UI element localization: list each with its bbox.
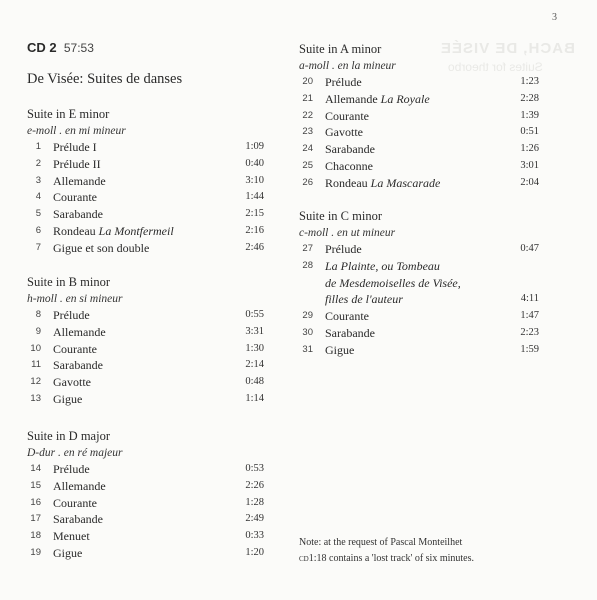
- track-row: [299, 158, 539, 175]
- track-duration: 2:23: [520, 326, 539, 338]
- track-title-text: Rondeau: [53, 223, 96, 238]
- suite-subtitle: a-moll . en la mineur: [299, 60, 396, 72]
- track-title-line: [325, 291, 403, 308]
- track-title-line: [325, 258, 440, 275]
- track-duration: 0:51: [520, 126, 539, 138]
- track-title: [53, 374, 91, 391]
- track-number: 24: [302, 143, 313, 155]
- track-number: 23: [302, 126, 313, 138]
- track-duration: 2:49: [245, 513, 264, 525]
- track-duration: 3:10: [245, 174, 264, 186]
- track-number: 20: [302, 76, 313, 87]
- track-duration: 2:04: [520, 176, 539, 188]
- track-row: [27, 461, 264, 478]
- track-duration: 1:09: [245, 141, 264, 152]
- track-number: 28: [302, 259, 313, 271]
- track-title-italic: La Plainte, ou Tombeau: [325, 258, 440, 273]
- track-row: [299, 108, 539, 125]
- track-duration: 0:40: [245, 157, 264, 169]
- track-title: [325, 241, 362, 258]
- track-title-text: Prélude: [325, 75, 362, 89]
- track-title: [325, 141, 375, 158]
- track-row: [299, 175, 539, 192]
- track-row: [27, 495, 264, 512]
- track-row: [27, 511, 264, 528]
- track-title-italic: de Mesdemoiselles de Visée,: [325, 275, 461, 290]
- track-row: [27, 206, 264, 223]
- track-title-text: Sarabande: [53, 358, 103, 373]
- track-number: 8: [35, 309, 41, 320]
- track-duration: 2:16: [245, 224, 264, 236]
- track-duration: 2:26: [245, 479, 264, 491]
- track-title-italic: La Mascarade: [370, 175, 441, 190]
- track-title: [325, 175, 440, 192]
- track-row: [27, 156, 264, 173]
- track-duration: 1:59: [520, 343, 539, 355]
- track-title-text: Menuet: [53, 529, 90, 544]
- footnote-line-2: [299, 551, 474, 567]
- track-title: [325, 158, 373, 175]
- track-title: [53, 528, 90, 545]
- track-number: 10: [30, 342, 41, 354]
- cd-duration: 57:53: [63, 41, 94, 55]
- track-title: [53, 173, 106, 190]
- track-title: [325, 342, 354, 359]
- track-duration: 1:14: [245, 392, 264, 404]
- track-title: [53, 189, 97, 206]
- track-duration: 1:26: [520, 143, 539, 155]
- track-row: [27, 139, 264, 156]
- track-number: 29: [302, 310, 313, 322]
- track-number: 6: [35, 224, 41, 236]
- track-number: 16: [30, 496, 41, 508]
- track-title-text: Gigue: [53, 545, 83, 560]
- track-title: [53, 223, 174, 240]
- track-title: [53, 307, 90, 324]
- track-row: [299, 124, 539, 141]
- track-row: [27, 374, 264, 391]
- track-row-continuation: [299, 291, 539, 308]
- track-duration: 0:33: [245, 530, 264, 542]
- track-title-text: Gigue et son double: [53, 240, 150, 255]
- track-title: [53, 357, 103, 374]
- suite-block: [299, 41, 539, 192]
- track-title-text: Prélude: [53, 462, 90, 476]
- track-duration: 2:15: [245, 208, 264, 220]
- track-duration: 3:01: [520, 159, 539, 171]
- track-duration: 1:20: [245, 546, 264, 558]
- track-title: [53, 139, 97, 156]
- track-row-continuation: [299, 275, 539, 292]
- track-title: [325, 308, 369, 325]
- bleed-through-title: BACH, DE VISÉE: [440, 40, 575, 57]
- footnote-line-1: Note: at the request of Pascal Monteilhet: [299, 537, 463, 548]
- track-number: 22: [302, 109, 313, 121]
- track-title-text: Courante: [53, 495, 97, 510]
- track-number: 31: [302, 343, 313, 355]
- track-title: [325, 124, 363, 141]
- track-number: 1: [35, 141, 41, 152]
- bleed-through-subtitle: Suites for theorbo: [448, 60, 543, 74]
- track-title-italic: La Montfermeil: [98, 223, 174, 238]
- track-title: [53, 341, 97, 358]
- track-number: 26: [302, 176, 313, 188]
- track-number: 13: [30, 392, 41, 404]
- track-title: [325, 91, 430, 108]
- track-duration: 1:28: [245, 496, 264, 508]
- track-number: 2: [35, 157, 41, 169]
- track-title: [53, 324, 106, 341]
- track-number: 21: [302, 92, 313, 104]
- track-number: 15: [30, 479, 41, 491]
- track-title-text: Sarabande: [325, 325, 375, 340]
- cd-label: CD 2: [27, 40, 57, 55]
- track-title-text: Courante: [325, 108, 369, 123]
- track-row: [27, 478, 264, 495]
- suite-title: Suite in B minor: [27, 275, 110, 289]
- track-title: [53, 511, 103, 528]
- track-title: [325, 325, 375, 342]
- suite-subtitle: e-moll . en mi mineur: [27, 125, 126, 137]
- track-number: 27: [302, 243, 313, 254]
- footnote-line-2-text: contains a 'lost track' of six minutes.: [326, 553, 474, 564]
- track-duration: 2:46: [245, 241, 264, 253]
- track-number: 11: [31, 359, 41, 371]
- track-title: [53, 495, 97, 512]
- track-title-line: [325, 275, 461, 292]
- track-number: 12: [30, 376, 41, 388]
- track-duration: 1:47: [520, 310, 539, 322]
- track-number: 19: [30, 546, 41, 558]
- track-row: [299, 325, 539, 342]
- page-number: 3: [552, 12, 557, 23]
- suite-subtitle: c-moll . en ut mineur: [299, 227, 396, 239]
- suite-block: [299, 208, 539, 359]
- track-row: [27, 391, 264, 408]
- suite-block: [27, 106, 264, 257]
- track-row: [299, 241, 539, 258]
- track-title-text: Gigue: [325, 342, 355, 357]
- track-title-text: Prélude I: [53, 140, 97, 154]
- track-number: 9: [35, 325, 41, 337]
- track-duration: 3:31: [245, 325, 264, 337]
- track-title-text: Rondeau: [325, 175, 368, 190]
- track-row: [27, 223, 264, 240]
- track-title: [53, 206, 103, 223]
- track-number: 30: [302, 326, 313, 338]
- track-row: [299, 141, 539, 158]
- track-title: [53, 240, 149, 257]
- track-title-text: Sarabande: [53, 512, 103, 527]
- track-title: [53, 391, 82, 408]
- track-duration: 0:53: [245, 463, 264, 474]
- track-row: [27, 341, 264, 358]
- track-number: 18: [30, 530, 41, 542]
- track-title: [325, 74, 362, 91]
- track-number: 4: [35, 191, 41, 203]
- suite-title: Suite in E minor: [27, 107, 110, 121]
- track-number: 7: [35, 241, 41, 253]
- track-title-text: Gavotte: [325, 125, 363, 140]
- suite-block: [27, 428, 264, 562]
- track-title-text: Prélude II: [53, 156, 101, 171]
- track-title-text: Allemande: [53, 478, 106, 493]
- track-row: [27, 357, 264, 374]
- track-row: [27, 545, 264, 562]
- track-title: [53, 461, 90, 478]
- track-row: [27, 173, 264, 190]
- track-title-text: Allemande: [53, 324, 106, 339]
- track-number: 25: [302, 159, 313, 171]
- track-title-text: Allemande: [325, 91, 378, 106]
- track-row: [27, 528, 264, 545]
- track-title-text: Gavotte: [53, 375, 91, 390]
- cd-header: [27, 40, 94, 56]
- track-title-text: Gigue: [53, 391, 83, 406]
- track-row: [299, 258, 539, 275]
- track-row: [299, 91, 539, 108]
- track-duration: 0:48: [245, 376, 264, 388]
- track-title: [53, 156, 101, 173]
- track-title: [53, 478, 106, 495]
- track-row: [299, 342, 539, 359]
- track-title-italic: filles de l'auteur: [325, 292, 403, 307]
- suite-title: Suite in C minor: [299, 209, 382, 223]
- footnote: [299, 535, 474, 567]
- track-title-text: Allemande: [53, 173, 106, 188]
- track-row: [299, 74, 539, 91]
- track-duration: 2:28: [520, 92, 539, 104]
- track-number: 17: [30, 513, 41, 525]
- track-number: 14: [30, 463, 41, 474]
- suite-subtitle: D-dur . en ré majeur: [27, 447, 123, 459]
- track-title-text: Courante: [325, 309, 369, 324]
- track-row: [299, 308, 539, 325]
- track-title-text: Courante: [53, 341, 97, 356]
- page-title: De Visée: Suites de danses: [27, 71, 183, 87]
- track-duration: 1:44: [245, 191, 264, 203]
- track-duration: 0:55: [245, 309, 264, 320]
- track-row: [27, 324, 264, 341]
- track-duration: 4:11: [520, 293, 539, 305]
- track-title-text: Prélude: [53, 308, 90, 322]
- track-title-text: Chaconne: [325, 158, 373, 173]
- track-duration: 1:39: [520, 109, 539, 121]
- suite-title: Suite in A minor: [299, 42, 382, 56]
- track-duration: 1:23: [520, 76, 539, 87]
- suite-title: Suite in D major: [27, 429, 110, 443]
- track-title: [53, 545, 82, 562]
- track-number: 3: [35, 174, 41, 186]
- track-duration: 1:30: [245, 342, 264, 354]
- track-duration: 0:47: [520, 243, 539, 254]
- footnote-track-ref: cd1:18: [299, 553, 327, 564]
- track-duration: 2:14: [245, 359, 264, 371]
- suite-subtitle: h-moll . en si mineur: [27, 293, 123, 305]
- track-row: [27, 240, 264, 257]
- track-number: 5: [35, 208, 41, 220]
- track-row: [27, 307, 264, 324]
- track-title-text: Sarabande: [53, 207, 103, 222]
- track-title-italic: La Royale: [380, 91, 430, 106]
- track-title-text: Sarabande: [325, 142, 375, 157]
- track-row: [27, 189, 264, 206]
- track-title-text: Courante: [53, 190, 97, 205]
- suite-block: [27, 274, 264, 408]
- track-title: [325, 108, 369, 125]
- track-title-text: Prélude: [325, 242, 362, 256]
